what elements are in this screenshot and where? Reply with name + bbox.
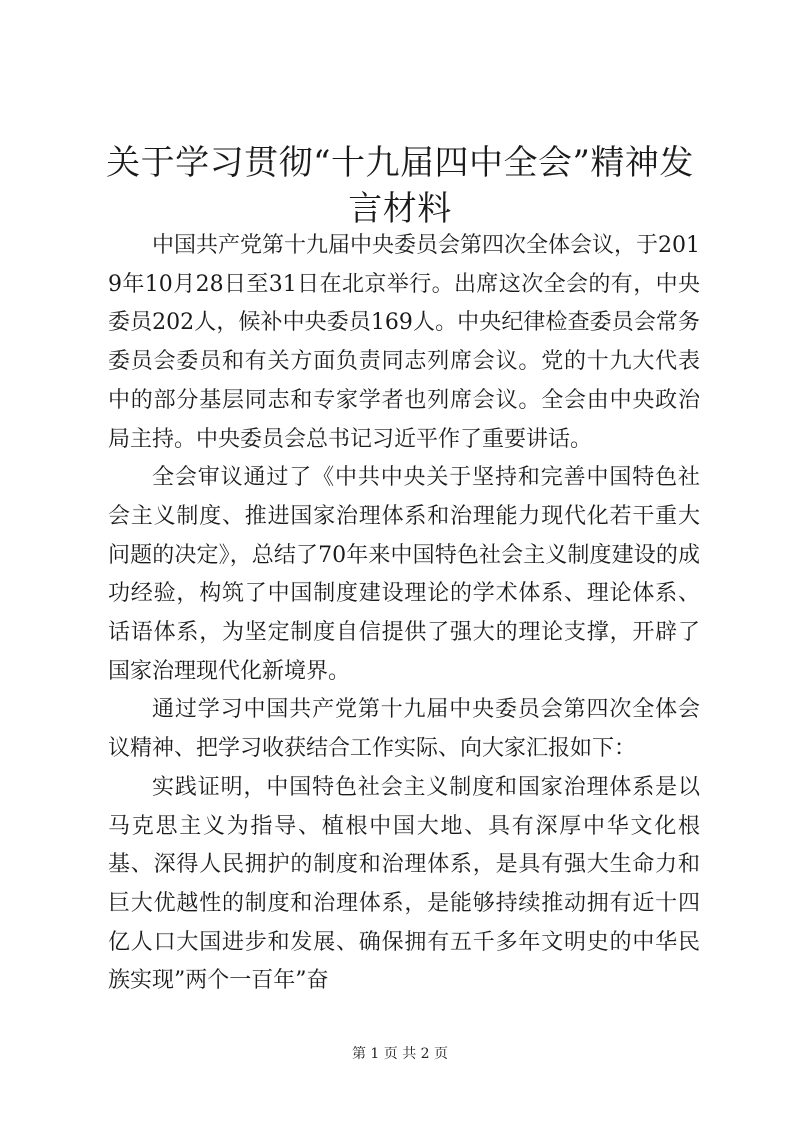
paragraph-4: 实践证明，中国特色社会主义制度和国家治理体系是以马克思主义为指导、植根中国大地、具有深厚中华文化根基、深得人民拥护的制度和治理体系，是具有强大生命力和巨大优越性的制度和治理体系，是能够持续推动拥有近十四亿人口大国进步和发展、确保拥有五千多年文明史的中华民族实现”两个一百年”奋 bbox=[108, 774, 700, 994]
document-body bbox=[108, 227, 700, 1001]
document-title: 关于学习贯彻“十九届四中全会”精神发言材料 bbox=[106, 143, 694, 229]
paragraph-1: 中国共产党第十九届中央委员会第四次全体会议，于2019年10月28日至31日在北京举行。出席这次全会的有，中央委员202人，候补中央委员169人。中央纪律检查委员会常务委员会委员和有关方面负责同志列席会议。党的十九大代表中的部分基层同志和专家学者也列席会议。全会由中央政治局主持。中央委员会总书记习近平作了重要讲话。 bbox=[108, 233, 700, 452]
paragraph-2: 全会审议通过了《中共中央关于坚持和完善中国特色社会主义制度、推进国家治理体系和治理能力现代化若干重大问题的决定》，总结了70年来中国特色社会主义制度建设的成功经验，构筑了中国制度建设理论的学术体系、理论体系、话语体系，为坚定制度自信提供了强大的理论支撑，开辟了国家治理现代化新境界。 bbox=[108, 465, 700, 684]
paragraph-3: 通过学习中国共产党第十九届中央委员会第四次全体会议精神、把学习收获结合工作实际、向大家汇报如下： bbox=[108, 697, 700, 762]
page-number-footer: 第 1 页 共 2 页 bbox=[351, 1046, 449, 1062]
